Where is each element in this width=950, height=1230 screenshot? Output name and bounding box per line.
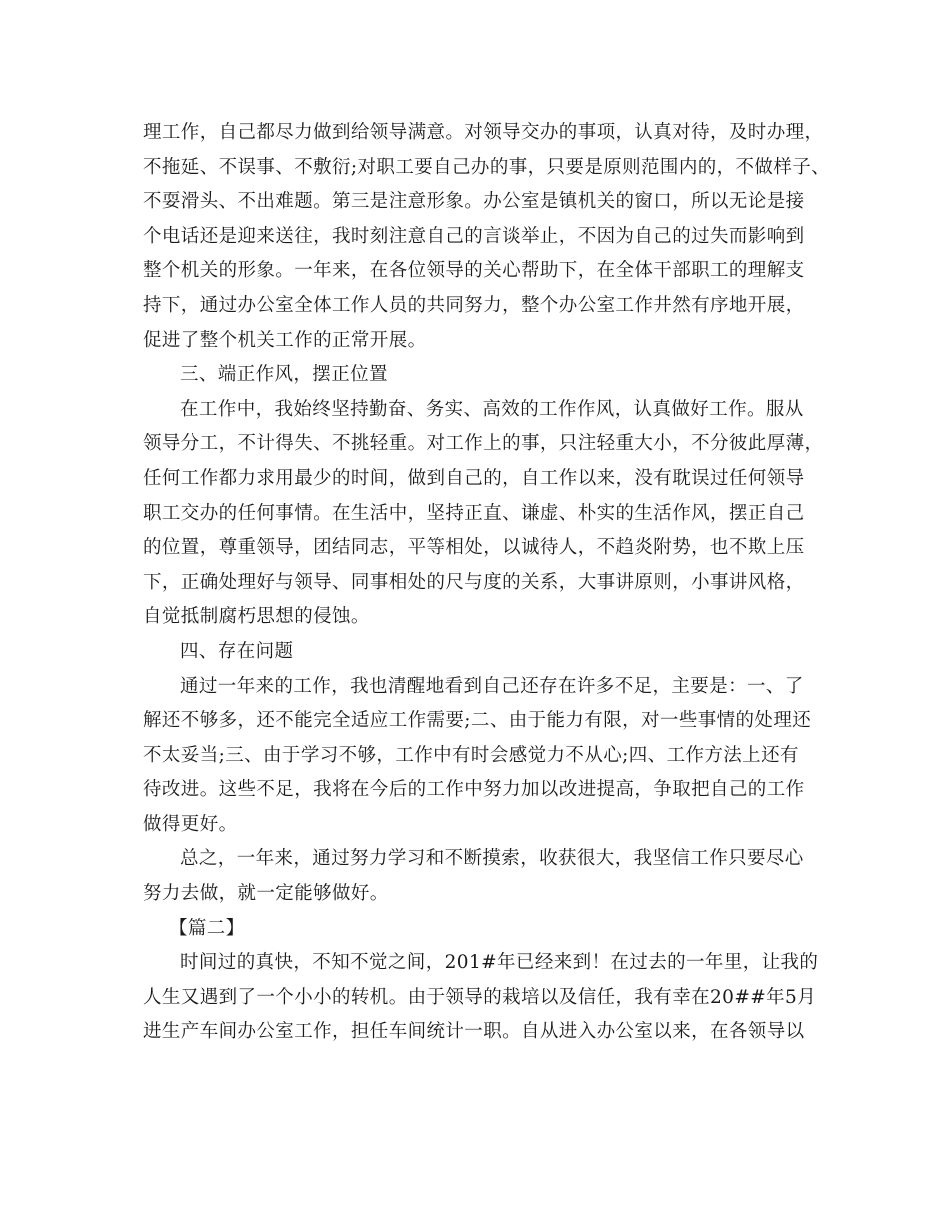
section-heading: 三、端正作风，摆正位置	[180, 364, 388, 386]
paragraph-first-line: 总之，一年来，通过努力学习和不断摸索，收获很大，我坚信工作只要尽心	[180, 848, 804, 870]
text-line: 理工作，自己都尽力做到给领导满意。对领导交办的事项，认真对待，及时办理，	[143, 122, 824, 143]
paragraph-first-line: 在工作中，我始终坚持勤奋、务实、高效的工作作风，认真做好工作。服从	[180, 398, 804, 420]
text-line: 不太妥当;三、由于学习不够，工作中有时会感觉力不从心;四、工作方法上还有	[143, 744, 799, 766]
text-line: 职工交办的任何事情。在生活中，坚持正直、谦虚、朴实的生活作风，摆正自己	[143, 502, 805, 524]
text-line: 整个机关的形象。一年来，在各位领导的关心帮助下，在全体干部职工的理解支	[143, 260, 805, 282]
text-line: 下，正确处理好与领导、同事相处的尺与度的关系，大事讲原则，小事讲风格，	[143, 571, 805, 593]
text-line: 领导分工，不计得失、不挑轻重。对工作上的事，只注轻重大小，不分彼此厚薄，	[143, 433, 824, 455]
text-line: 进生产车间办公室工作，担任车间统计一职。自从进入办公室以来，在各领导以	[143, 1021, 805, 1043]
paragraph-first-line: 通过一年来的工作，我也清醒地看到自己还存在许多不足，主要是：一、了	[180, 675, 804, 697]
text-line: 的位置，尊重领导，团结同志，平等相处，以诚待人，不趋炎附势，也不欺上压	[143, 537, 805, 559]
section-heading: 四、存在问题	[180, 640, 294, 662]
document-body	[143, 116, 843, 1050]
text-line: 促进了整个机关工作的正常开展。	[143, 329, 427, 351]
text-line: 个电话还是迎来送往，我时刻注意自己的言谈举止，不因为自己的过失而影响到	[143, 225, 805, 247]
text-line: 持下，通过办公室全体工作人员的共同努力，整个办公室工作井然有序地开展，	[143, 294, 805, 316]
chapter-heading: 【篇二】	[169, 917, 245, 939]
text-line: 任何工作都力求用最少的时间，做到自己的，自工作以来，没有耽误过任何领导	[143, 467, 805, 489]
text-line: 不拖延、不误事、不敷衍;对职工要自己办的事，只要是原则范围内的，不做样子、	[143, 156, 831, 178]
text-line: 努力去做，就一定能够做好。	[143, 883, 389, 905]
text-line: 做得更好。	[143, 813, 238, 835]
text-line: 人生又遇到了一个小小的转机。由于领导的栽培以及信任，我有幸在20##年5月	[143, 986, 817, 1008]
text-line: 解还不够多，还不能完全适应工作需要;二、由于能力有限，对一些事情的处理还	[143, 710, 812, 732]
text-line: 待改进。这些不足，我将在今后的工作中努力加以改进提高，争取把自己的工作	[143, 779, 805, 801]
paragraph-first-line: 时间过的真快，不知不觉之间，201#年已经来到！在过去的一年里，让我的	[180, 952, 819, 974]
text-line: 自觉抵制腐朽思想的侵蚀。	[143, 606, 370, 628]
text-line: 不耍滑头、不出难题。第三是注意形象。办公室是镇机关的窗口，所以无论是接	[143, 191, 805, 213]
